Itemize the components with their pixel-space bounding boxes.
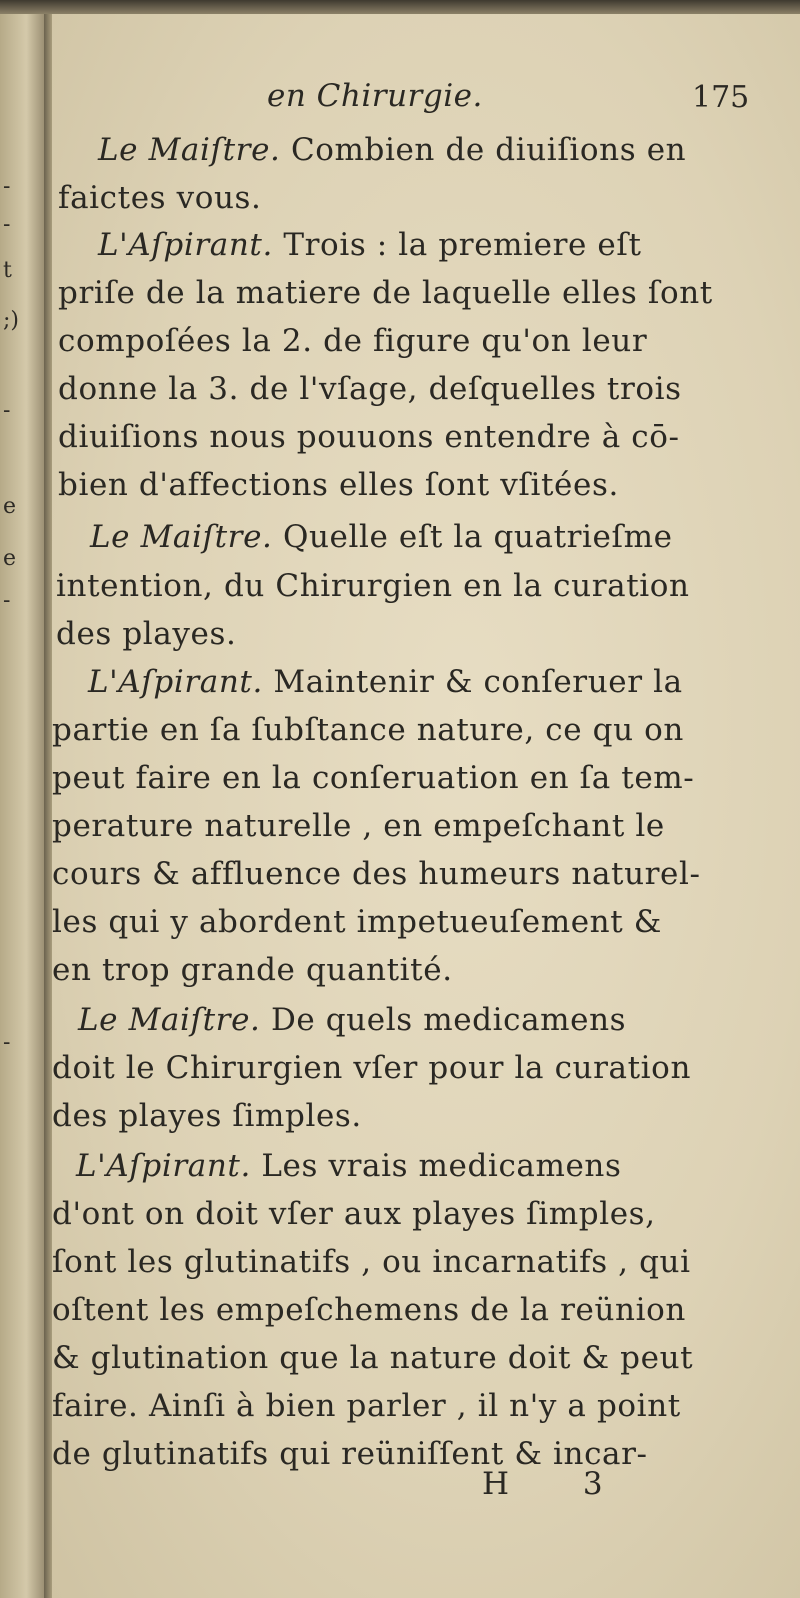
line-text: cours & affluence des humeurs naturel- (52, 856, 701, 892)
text-line (52, 904, 662, 940)
line-text: compoſées la 2. de figure qu'on leur (58, 323, 648, 359)
line-text: Les vrais medicamens (250, 1148, 622, 1184)
line-text: Combien de diuiſions en (280, 132, 687, 168)
line-text: Trois : la premiere eſt (272, 227, 642, 263)
text-line (58, 323, 647, 359)
line-text: les qui y abordent impetueuſement & (52, 904, 662, 940)
text-line (88, 664, 683, 700)
adjacent-page-fragment: - (3, 398, 11, 423)
line-text: De quels medicamens (260, 1002, 627, 1038)
adjacent-page-fragment: - (3, 174, 11, 199)
speaker-label: L'Aſpirant. (88, 664, 263, 700)
text-line (78, 1002, 626, 1038)
text-line (52, 712, 684, 748)
line-text: Quelle eſt la quatrieſme (272, 519, 673, 555)
adjacent-page-edge (0, 14, 44, 1598)
line-text: ſont les glutinatifs , ou incarnatifs , qui (52, 1244, 691, 1280)
line-text: bien d'affections elles ſont vſitées. (58, 467, 619, 503)
text-line (52, 1098, 362, 1134)
page-number: 175 (692, 80, 750, 115)
text-line (52, 1292, 686, 1328)
text-line (52, 1050, 691, 1086)
adjacent-page-fragment: e (3, 546, 17, 571)
line-text: des playes ſimples. (52, 1098, 362, 1134)
line-text: Maintenir & conſeruer la (262, 664, 683, 700)
line-text: d'ont on doit vſer aux playes ſimples, (52, 1196, 656, 1232)
speaker-label: Le Maiſtre. (98, 132, 281, 168)
line-text: intention, du Chirurgien en la curation (56, 568, 690, 604)
speaker-label: Le Maiſtre. (78, 1002, 261, 1038)
line-text: oſtent les empeſchemens de la reünion (52, 1292, 686, 1328)
text-line (98, 227, 642, 263)
running-head: en Chirurgie. (267, 78, 483, 114)
text-line (52, 808, 665, 844)
text-line (52, 1196, 656, 1232)
adjacent-page-fragment: ;) (3, 308, 19, 333)
line-text: perature naturelle , en empeſchant le (52, 808, 665, 844)
adjacent-page-fragment: t (3, 258, 12, 283)
line-text: faire. Ainſi à bien parler , il n'y a point (52, 1388, 681, 1424)
text-line (52, 856, 701, 892)
book-gutter (44, 14, 52, 1598)
line-text: en trop grande quantité. (52, 952, 453, 988)
text-line (52, 760, 694, 796)
line-text: partie en ſa ſubſtance nature, ce qu on (52, 712, 684, 748)
line-text: faictes vous. (58, 180, 262, 216)
book-page (52, 14, 800, 1598)
line-text: & glutination que la nature doit & peut (52, 1340, 694, 1376)
adjacent-page-fragment: - (3, 588, 11, 613)
line-text: de glutinatifs qui reüniſſent & incar- (52, 1436, 648, 1472)
line-text: des playes. (56, 616, 237, 652)
top-shadow-band (0, 0, 800, 14)
text-line (52, 952, 453, 988)
adjacent-page-fragment: e (3, 494, 17, 519)
text-line (52, 1388, 681, 1424)
text-line (90, 519, 673, 555)
text-line (58, 180, 262, 216)
signature-mark: H 3 (482, 1466, 635, 1502)
line-text: peut faire en la conſeruation en ſa tem- (52, 760, 695, 796)
line-text: doit le Chirurgien vſer pour la curation (52, 1050, 692, 1086)
line-text: diuiſions nous pouuons entendre à cō- (58, 419, 680, 455)
text-line (56, 616, 236, 652)
line-text: donne la 3. de l'vſage, deſquelles trois (58, 371, 682, 407)
text-line (52, 1340, 693, 1376)
text-line (76, 1148, 622, 1184)
text-line (58, 275, 713, 311)
line-text: priſe de la matiere de laquelle elles ſont (58, 275, 713, 311)
text-line (58, 419, 680, 455)
text-line (58, 467, 619, 503)
text-line (52, 1244, 691, 1280)
speaker-label: L'Aſpirant. (76, 1148, 251, 1184)
adjacent-page-fragment: - (3, 212, 11, 237)
text-line (58, 371, 682, 407)
text-line (98, 132, 686, 168)
text-line (56, 568, 690, 604)
adjacent-page-fragment: - (3, 1030, 11, 1055)
speaker-label: L'Aſpirant. (98, 227, 273, 263)
speaker-label: Le Maiſtre. (90, 519, 273, 555)
